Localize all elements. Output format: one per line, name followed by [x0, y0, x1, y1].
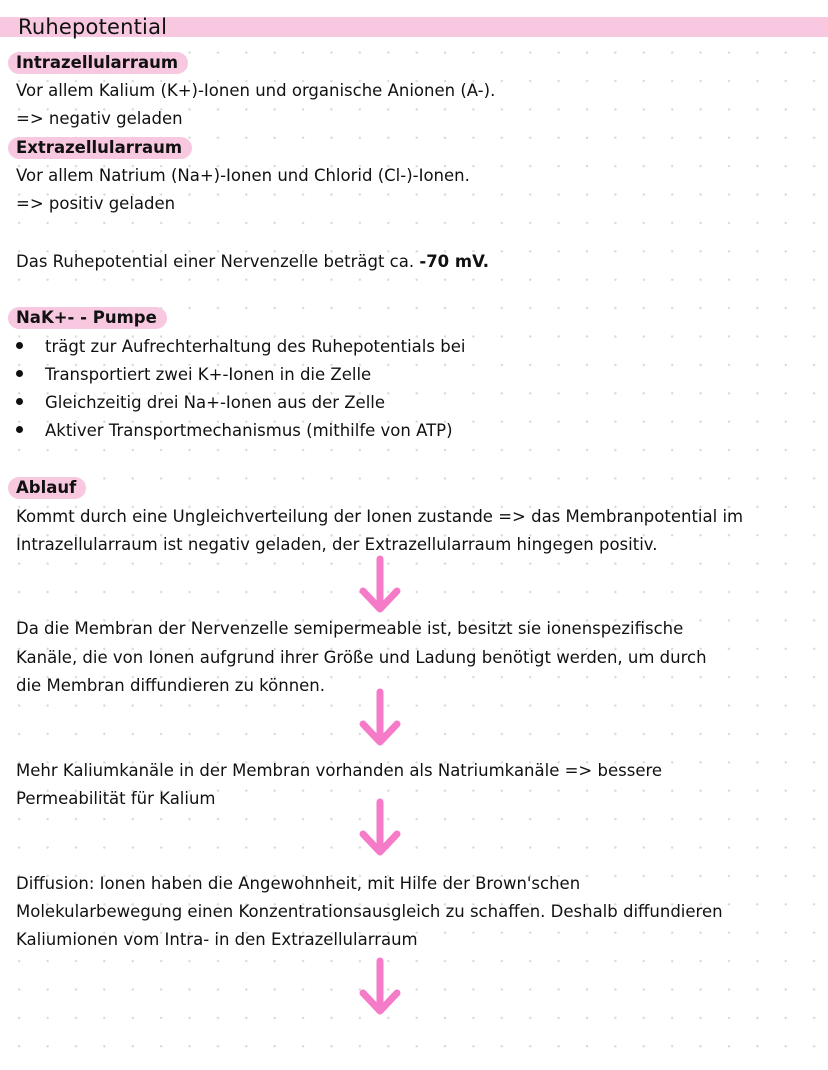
ablauf-step-2-line-1: Da die Membran der Nervenzelle semipermeable ist, besitzt sie ionenspezifische [16, 619, 684, 638]
ablauf-step-4-line-3: Kaliumionen vom Intra- in den Extrazellularraum [16, 930, 418, 949]
down-arrow-icon [355, 686, 405, 750]
pump-bullet-text: trägt zur Aufrechterhaltung des Ruhepotentials bei [45, 337, 466, 356]
pump-bullet-text: Aktiver Transportmechanismus (mithilfe von ATP) [45, 421, 453, 440]
bullet-dot-icon [16, 370, 23, 377]
ablauf-step-3-line-2: Permeabilität für Kalium [16, 789, 216, 808]
heading-nak-pumpe: NaK+- - Pumpe [8, 307, 167, 329]
heading-extrazellularraum: Extrazellularraum [8, 137, 192, 159]
ablauf-step-2-line-3: die Membran diffundieren zu können. [16, 676, 326, 695]
pump-bullet-text: Transportiert zwei K+-Ionen in die Zelle [45, 365, 372, 384]
bullet-dot-icon [16, 426, 23, 433]
heading-intrazellularraum: Intrazellularraum [8, 52, 188, 74]
pump-bullet-2 [16, 362, 371, 388]
ablauf-step-4-line-2: Molekularbewegung einen Konzentrationsausgleich zu schaffen. Deshalb diffundieren [16, 902, 723, 921]
heading-ablauf: Ablauf [8, 477, 86, 499]
ablauf-step-3-line-1: Mehr Kaliumkanäle in der Membran vorhanden als Natriumkanäle => bessere [16, 761, 663, 780]
pump-bullet-4 [16, 418, 453, 444]
down-arrow-icon [355, 796, 405, 860]
ablauf-step-1-line-1: Kommt durch eine Ungleichverteilung der Ionen zustande => das Membranpotential im [16, 507, 744, 526]
pump-bullet-text: Gleichzeitig drei Na+-Ionen aus der Zelle [45, 393, 386, 412]
bullet-dot-icon [16, 398, 23, 405]
page-title: Ruhepotential [18, 15, 168, 39]
ablauf-step-4-line-1: Diffusion: Ionen haben die Angewohnheit, mit Hilfe der Brown'schen [16, 874, 581, 893]
resting-potential-value: -70 mV. [419, 252, 490, 271]
resting-potential-sentence [16, 249, 489, 275]
intra-line-2: => negativ geladen [16, 109, 183, 128]
bullet-dot-icon [16, 342, 23, 349]
pump-bullet-3 [16, 390, 385, 416]
resting-potential-text: Das Ruhepotential einer Nervenzelle beträgt ca. [16, 252, 420, 271]
extra-line-1: Vor allem Natrium (Na+)-Ionen und Chlorid (Cl-)-Ionen. [16, 166, 470, 185]
extra-line-2: => positiv geladen [16, 194, 176, 213]
down-arrow-icon [355, 955, 405, 1019]
down-arrow-icon [355, 553, 405, 617]
pump-bullet-1 [16, 334, 465, 360]
intra-line-1: Vor allem Kalium (K+)-Ionen und organische Anionen (A-). [16, 81, 496, 100]
ablauf-step-1-line-2: Intrazellularraum ist negativ geladen, der Extrazellularraum hingegen positiv. [16, 535, 658, 554]
ablauf-step-2-line-2: Kanäle, die von Ionen aufgrund ihrer Größe und Ladung benötigt werden, um durch [16, 648, 707, 667]
